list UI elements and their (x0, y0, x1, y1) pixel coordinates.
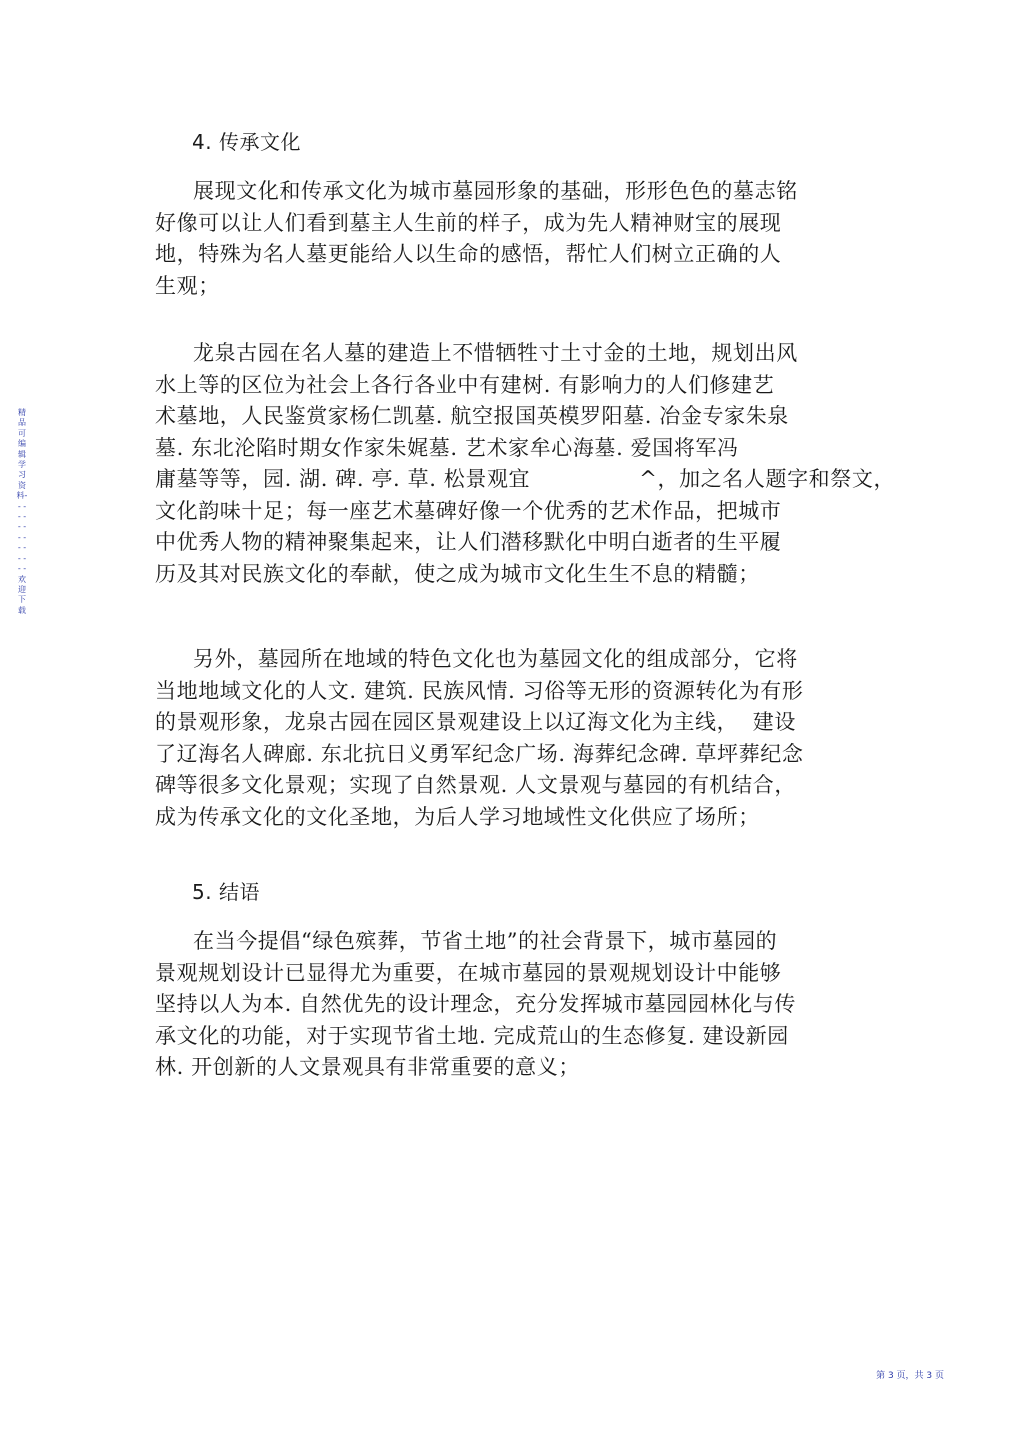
side-watermark: 精品可编辑学习资料- - - - - - - - - - - - - - -欢迎下载 (16, 408, 28, 615)
text-line: 展现文化和传承文化为城市墓园形象的基础，形形色色的墓志铭 (193, 179, 798, 203)
text-line: 历及其对民族文化的奉献，使之成为城市文化生生不息的精髓； (155, 561, 760, 586)
section-heading: 4. 传承文化 (192, 130, 301, 154)
text-line: 成为传承文化的文化圣地，为后人学习地域性文化供应了场所； (155, 804, 760, 829)
text-line: 龙泉古园在名人墓的建造上不惜牺牲寸土寸金的土地，规划出风 (193, 341, 798, 365)
text-line: 墓. 东北沦陷时期女作家朱娓墓. 艺术家牟心海墓. 爱国将军冯 (155, 435, 739, 460)
text-line: 术墓地，人民鉴赏家杨仁凯墓. 航空报国英模罗阳墓. 冶金专家朱泉 (155, 404, 789, 428)
text-line: 中优秀人物的精神聚集起来，让人们潜移默化中明白逝者的生平履 (155, 530, 782, 554)
text-line: 的景观形象，龙泉古园在园区景观建设上以辽海文化为主线， 建设 (155, 710, 796, 734)
text-line: 好像可以让人们看到墓主人生前的样子，成为先人精神财宝的展现 (155, 210, 782, 235)
paragraph (155, 926, 875, 1084)
text-line: 地，特殊为名人墓更能给人以生命的感悟，帮忙人们树立正确的人 (155, 242, 782, 266)
text-line: 文化韵味十足；每一座艺术墓碑好像一个优秀的艺术作品，把城市 (155, 498, 782, 523)
text-line: 庸墓等等，园. 湖. 碑. 亭. 草. 松景观宜 ^，加之名人题字和祭文， (155, 467, 896, 491)
text-line: 坚持以人为本. 自然优先的设计理念，充分发挥城市墓园园林化与传 (155, 992, 796, 1016)
paragraph (155, 644, 875, 833)
text-line: 生观； (155, 273, 220, 298)
paragraph (155, 338, 896, 590)
text-line: 景观规划设计已显得尤为重要，在城市墓园的景观规划设计中能够 (155, 960, 782, 985)
page-footer: 第 3 页，共 3 页 (876, 1371, 944, 1381)
paragraph (155, 176, 875, 302)
text-line: 当地地域文化的人文. 建筑. 民族风情. 习俗等无形的资源转化为有形 (155, 678, 804, 703)
text-line: 另外，墓园所在地域的特色文化也为墓园文化的组成部分，它将 (193, 647, 798, 671)
text-line: 了辽海名人碑廊. 东北抗日义勇军纪念广场. 海葬纪念碑. 草坪葬纪念 (155, 741, 804, 766)
text-line: 水上等的区位为社会上各行各业中有建树. 有影响力的人们修建艺 (155, 372, 775, 397)
text-line: 碑等很多文化景观；实现了自然景观. 人文景观与墓园的有机结合， (155, 773, 796, 797)
text-line: 在当今提倡“绿色殡葬，节省土地”的社会背景下，城市墓园的 (193, 929, 778, 953)
section-heading: 5. 结语 (192, 880, 260, 904)
text-line: 承文化的功能，对于实现节省土地. 完成荒山的生态修复. 建设新园 (155, 1023, 789, 1048)
text-line: 林. 开创新的人文景观具有非常重要的意义； (155, 1055, 580, 1079)
